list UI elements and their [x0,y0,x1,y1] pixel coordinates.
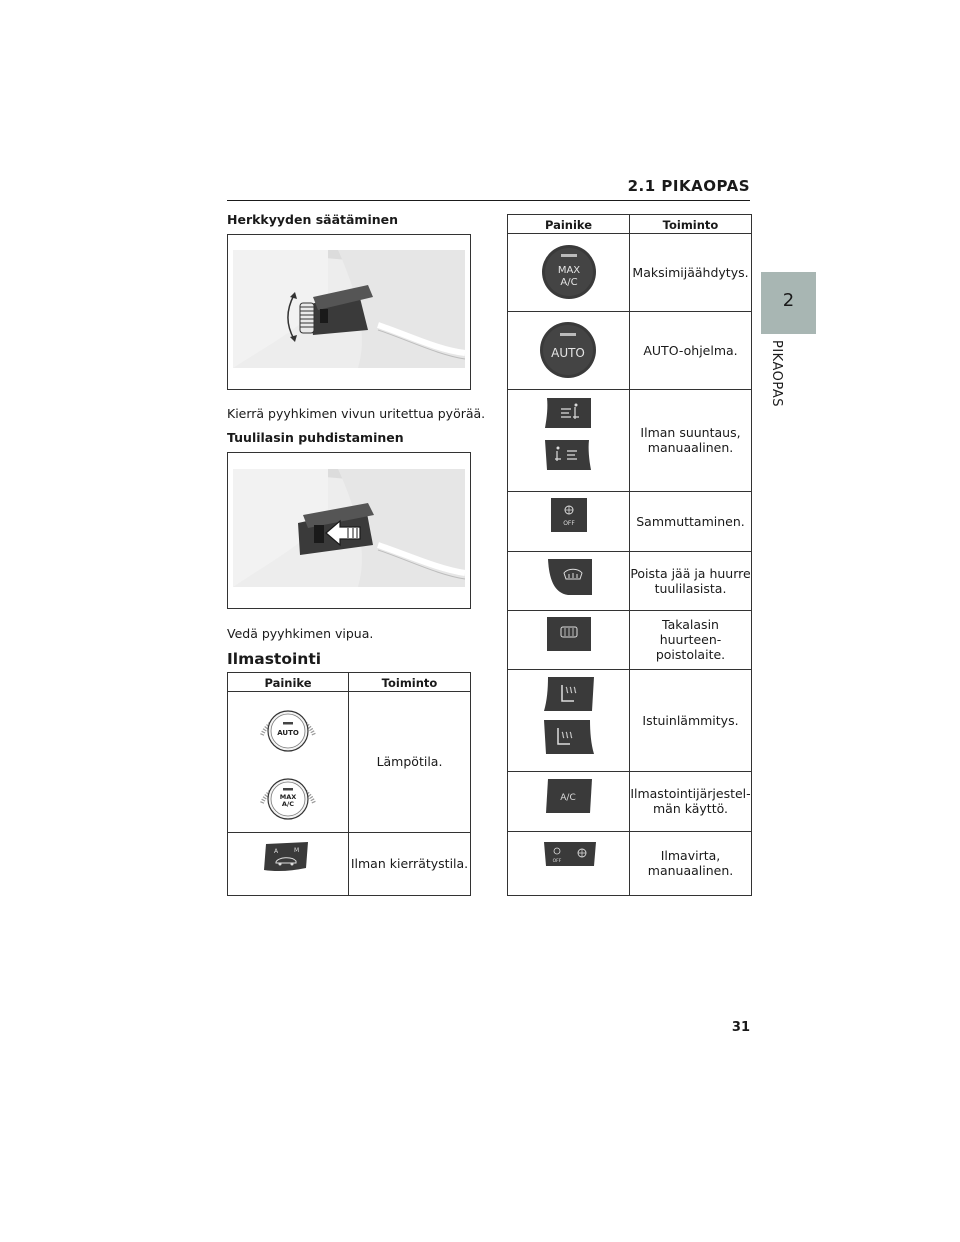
air-distribution-lower-icon [543,437,593,477]
svg-text:MAX: MAX [279,793,297,801]
fan-speed-icon [542,841,598,871]
chapter-label: PIKAOPAS [769,340,784,408]
recirculation-icon [262,840,312,878]
function-label: Ilman kierrätystila. [350,856,469,871]
svg-text:A/C: A/C [560,793,576,803]
climate-table-right [507,214,752,896]
function-label [630,610,751,669]
header-button: Painike [544,218,593,232]
fan-off-icon [550,497,588,537]
function-label: AUTO-ohjelma. [643,342,738,358]
svg-text:AUTO: AUTO [277,729,299,737]
function-line: poistolaite. [655,647,726,662]
seat-heat-right-icon [542,718,596,760]
svg-text:A/C: A/C [281,800,295,808]
table-header [508,215,751,234]
max-ac-dial-icon [256,769,320,827]
auto-button-icon [538,320,598,384]
function-line: manuaalinen. [647,440,734,455]
svg-text:OFF: OFF [563,520,575,527]
svg-text:OFF: OFF [552,859,562,864]
svg-text:M: M [294,847,300,854]
table-row [508,831,751,895]
function-line: Ilmastointijärjestel- [630,786,751,801]
washer-heading: Tuulilasin puhdistaminen [227,430,404,445]
table-row [508,233,751,312]
function-line: män käyttö. [652,801,728,816]
function-label: Sammuttaminen. [636,513,745,529]
function-line: tuulilasista. [654,580,727,596]
function-label: Lämpötila. [376,754,443,769]
washer-instruction: Vedä pyyhkimen vipua. [227,626,374,641]
function-line: Ilmavirta, [660,848,721,863]
function-line: Takalasin huurteen- [659,617,722,647]
rear-defrost-icon [546,616,592,656]
auto-dial-icon [256,701,320,757]
table-row [508,311,751,390]
header-button: Painike [264,676,312,690]
windshield-washer-illustration [227,452,471,609]
max-ac-button-icon [540,243,598,305]
table-row [228,832,470,895]
air-distribution-upper-icon [543,395,593,435]
table-row [508,669,751,772]
page-number: 31 [731,1020,750,1035]
function-line: Poista jää ja huurre [630,565,751,581]
climate-heading: Ilmastointi [227,650,322,668]
ac-button-icon [544,777,594,819]
function-label [630,831,751,895]
function-label [630,771,751,831]
function-line: Ilman suuntaus, [640,425,741,440]
svg-text:A/C: A/C [560,277,578,288]
svg-text:A: A [274,848,279,855]
chapter-tab[interactable] [761,272,816,334]
svg-text:AUTO: AUTO [551,346,585,360]
table-row [508,389,751,492]
sensitivity-instruction: Kierrä pyyhkimen vivun uritettua pyörää. [227,406,486,421]
function-label: Maksimijäähdytys. [632,264,749,280]
svg-text:MAX: MAX [557,265,581,276]
seat-heat-left-icon [542,675,596,717]
section-title: 2.1 PIKAOPAS [627,177,750,195]
table-header [228,673,470,692]
climate-table-left [227,672,471,896]
header-function: Toiminto [381,676,438,690]
header-function: Toiminto [662,218,719,232]
table-row [508,491,751,552]
table-row [508,551,751,611]
table-row [508,610,751,670]
sensitivity-heading: Herkkyyden säätäminen [227,212,399,227]
function-label [630,389,751,491]
windshield-defrost-icon [544,557,594,601]
header-divider [227,200,750,201]
function-label: Istuinlämmitys. [642,712,739,728]
chapter-number: 2 [782,290,795,311]
table-row [228,691,470,833]
wiper-sensitivity-illustration [227,234,471,390]
table-row [508,771,751,832]
function-line: manuaalinen. [647,863,734,878]
function-label [630,551,751,610]
